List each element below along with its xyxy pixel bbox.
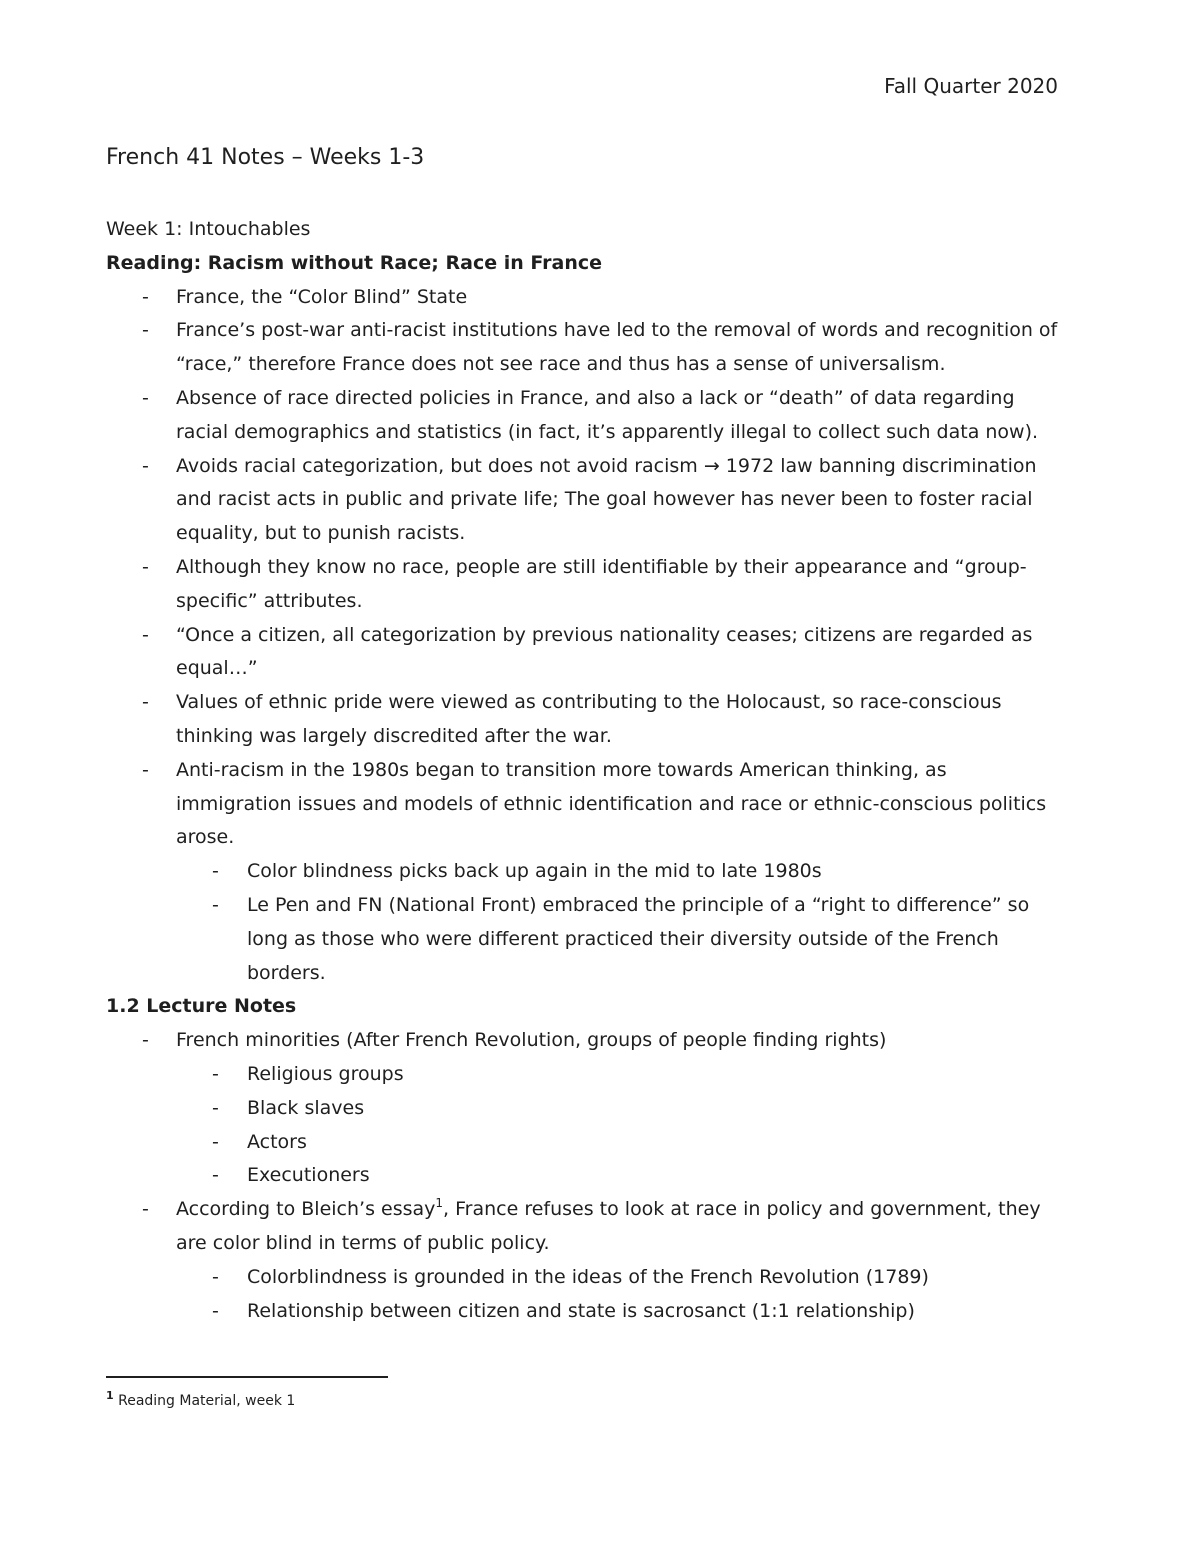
header-quarter: Fall Quarter 2020 xyxy=(884,74,1058,98)
bullet-dash: - xyxy=(142,285,149,308)
lecture-heading: 1.2 Lecture Notes xyxy=(106,995,297,1018)
bullet-dash: - xyxy=(212,1130,219,1153)
bullet-dash: - xyxy=(142,555,149,578)
sub-list-item xyxy=(106,1058,1066,1092)
list-item-text: Avoids racial categorization, but does not avoid racism → 1972 law banning discrimination and racist acts in public and private life; The goal however has never been to foster racial equality, but to punish racists. xyxy=(176,454,1037,545)
bullet-dash: - xyxy=(142,319,149,342)
footnote-text: Reading Material, week 1 xyxy=(118,1393,296,1409)
list-item-text: French minorities (After French Revolution, groups of people finding rights) xyxy=(176,1029,887,1052)
bullet-dash: - xyxy=(142,691,149,714)
list-item-text: Le Pen and FN (National Front) embraced the principle of a “right to difference” so long as those who were different practiced their diversity outside of the French borders. xyxy=(247,893,1030,984)
list-item xyxy=(106,619,1066,687)
bullet-dash: - xyxy=(212,893,219,916)
reading-heading: Reading: Racism without Race; Race in France xyxy=(106,251,603,274)
list-item-text: Anti-racism in the 1980s began to transition more towards American thinking, as immigration issues and models of ethnic identification and race or ethnic-conscious politics arose. xyxy=(176,758,1047,849)
bullet-dash: - xyxy=(142,1198,149,1221)
bullet-dash: - xyxy=(212,1299,219,1322)
sub-list-item xyxy=(106,1261,1066,1295)
sub-list-item xyxy=(106,889,1066,990)
bullet-dash: - xyxy=(212,1265,219,1288)
list-item xyxy=(106,754,1066,855)
list-item xyxy=(106,314,1066,382)
list-item xyxy=(106,450,1066,551)
bullet-dash: - xyxy=(212,860,219,883)
week-heading: Week 1: Intouchables xyxy=(106,218,311,240)
list-item-text: “Once a citizen, all categorization by previous nationality ceases; citizens are regarded as equal…” xyxy=(176,623,1033,680)
page-title: French 41 Notes – Weeks 1-3 xyxy=(106,145,425,170)
bullet-dash: - xyxy=(142,386,149,409)
list-item xyxy=(106,551,1066,619)
sub-list-item xyxy=(106,1159,1066,1193)
sub-list-item xyxy=(106,1295,1066,1329)
bullet-dash: - xyxy=(212,1096,219,1119)
list-item-text: Color blindness picks back up again in the mid to late 1980s xyxy=(247,860,822,883)
sub-list-item xyxy=(106,855,1066,889)
sub-list-item xyxy=(106,1092,1066,1126)
bullet-dash: - xyxy=(142,1029,149,1052)
list-item-text: Religious groups xyxy=(247,1062,404,1085)
list-item-text: Values of ethnic pride were viewed as contributing to the Holocaust, so race-conscious thinking was largely discredited after the war. xyxy=(176,691,1002,747)
footnote xyxy=(106,1390,295,1412)
bullet-dash: - xyxy=(142,758,149,781)
sub-list-item xyxy=(106,1126,1066,1160)
list-item-text: Colorblindness is grounded in the ideas of the French Revolution (1789) xyxy=(247,1265,929,1288)
bullet-dash: - xyxy=(142,623,149,646)
list-item xyxy=(106,1193,1066,1261)
list-item-text: Actors xyxy=(247,1130,307,1153)
list-item xyxy=(106,382,1066,450)
list-item-text: According to Bleich’s essay xyxy=(176,1198,436,1221)
footnote-divider xyxy=(106,1376,388,1378)
footnote-number: 1 xyxy=(106,1389,114,1402)
list-item xyxy=(106,686,1066,754)
list-item-text: Absence of race directed policies in France, and also a lack or “death” of data regarding racial demographics and statistics (in fact, it’s apparently illegal to collect such data now). xyxy=(176,386,1039,443)
list-item xyxy=(106,1024,1066,1058)
footnote-reference[interactable]: 1 xyxy=(435,1196,444,1211)
bullet-dash: - xyxy=(212,1062,219,1085)
bullet-dash: - xyxy=(212,1164,219,1187)
list-item-text: Relationship between citizen and state is sacrosanct (1:1 relationship) xyxy=(247,1299,915,1322)
list-item-text: Executioners xyxy=(247,1164,370,1187)
bullet-dash: - xyxy=(142,454,149,477)
list-item-text: Black slaves xyxy=(247,1096,365,1119)
list-item-text: France, the “Color Blind” State xyxy=(176,285,468,308)
list-item xyxy=(106,281,1066,315)
list-item-text: France’s post-war anti-racist institutions have led to the removal of words and recognition of “race,” therefore France does not see race and thus has a sense of universalism. xyxy=(176,319,1058,376)
list-item-text: , France refuses to look at race in policy and government, they are color blind in terms of public policy. xyxy=(176,1198,1041,1254)
document-body xyxy=(106,213,1066,1328)
list-item-text: Although they know no race, people are still identifiable by their appearance and “group-specific” attributes. xyxy=(176,555,1027,612)
